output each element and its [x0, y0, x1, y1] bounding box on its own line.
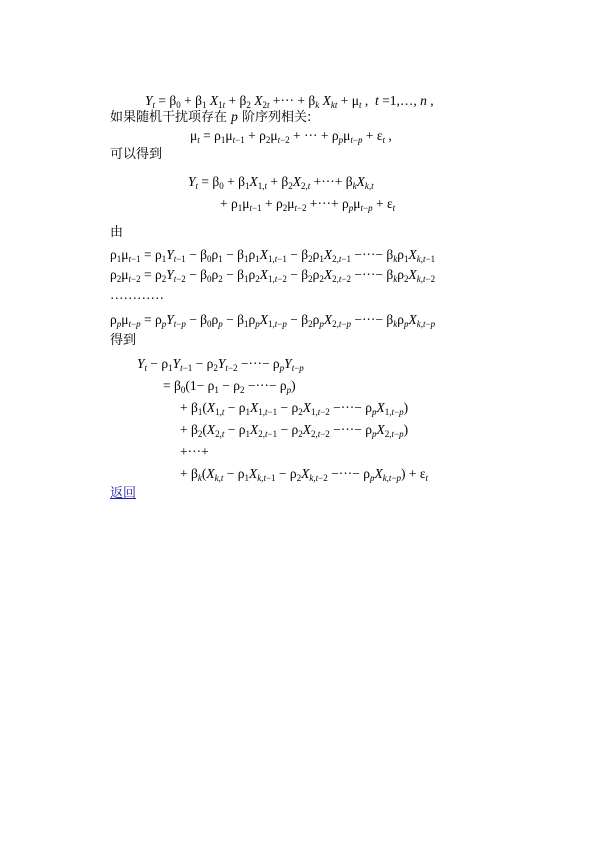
dots-line: ………… [110, 287, 164, 302]
mu-equation: $\mu_t = \rho_1\mu_{t-1} + \rho_2\mu_{t-2}$ + ··· + $\rho_p\mu_{t-p} + \varepsilon_t$ , [190, 128, 392, 145]
autocorr-text: 如果随机干扰项存在 p 阶序列相关: [110, 109, 312, 125]
rho1-equation: $\rho_1\mu_{t-1} = \rho_1Y_{t-1} - \beta_0\rho_1 - \beta_1\rho_1X_{1,t-1} - \beta_2\rho_1X_{2,t-1}$ −···− $\beta_k\rho_1X_{k,t-1}$ [110, 247, 436, 264]
can-get-text: 可以得到 [110, 147, 163, 162]
final-line3: + $\beta_1(X_{1,t} - \rho_1X_{1,t-1} - \rho_2X_{1,t-2}$ −···− $\rho_pX_{1,t-p}$) [180, 400, 409, 417]
rhop-equation: $\rho_p\mu_{t-p} = \rho_pY_{t-p} - \beta_0\rho_p - \beta_1\rho_pX_{1,t-p} - \beta_2\rho_pX_{2,t-p}$ −···− $\beta_k\rho_pX_{k,t-p}$ [110, 312, 436, 329]
final-line4: + $\beta_2(X_{2,t} - \rho_1X_{2,t-1} - \rho_2X_{2,t-2}$ −···− $\rho_pX_{2,t-p}$) [180, 422, 409, 439]
model-equation: $Y_t = \beta_0 + \beta_1$ $X_{1t} + \beta_2$ $X_{2t}$ +··· + $\beta_k$ $X_{kt} + \mu_t$ , t =1,…, n , [145, 93, 434, 110]
from-text: 由 [110, 225, 124, 240]
y-equation-line2: + $\rho_1\mu_{t-1} + \rho_2\mu_{t-2}$ +···+ $\rho_p\mu_{t-p} + \varepsilon_t$ [220, 196, 396, 213]
get-text: 得到 [110, 333, 137, 348]
final-line1: $Y_t - \rho_1Y_{t-1} - \rho_2Y_{t-2}$ −···− $\rho_pY_{t-p}$ [137, 356, 304, 373]
back-link[interactable]: 返回 [110, 486, 137, 501]
final-line6: + $\beta_k(X_{k,t} - \rho_1X_{k,t-1} - \rho_2X_{k,t-2}$ −···− $\rho_pX_{k,t-p}) + \varepsilon_t$ [180, 466, 429, 483]
rho2-equation: $\rho_2\mu_{t-2} = \rho_2Y_{t-2} - \beta_0\rho_2 - \beta_1\rho_2X_{1,t-2} - \beta_2\rho_2X_{2,t-2}$ −···− $\beta_k\rho_2X_{k,t-2}$ [110, 267, 436, 284]
final-line2: = $\beta_0(1- \rho_1 - \rho_2$ −···− $\rho_p$) [163, 378, 296, 395]
final-line5: +···+ [180, 444, 209, 459]
y-equation-line1: $Y_t = \beta_0 + \beta_1X_{1,t} + \beta_2X_{2,t}$ +···+ $\beta_kX_{k,t}$ [188, 174, 374, 191]
